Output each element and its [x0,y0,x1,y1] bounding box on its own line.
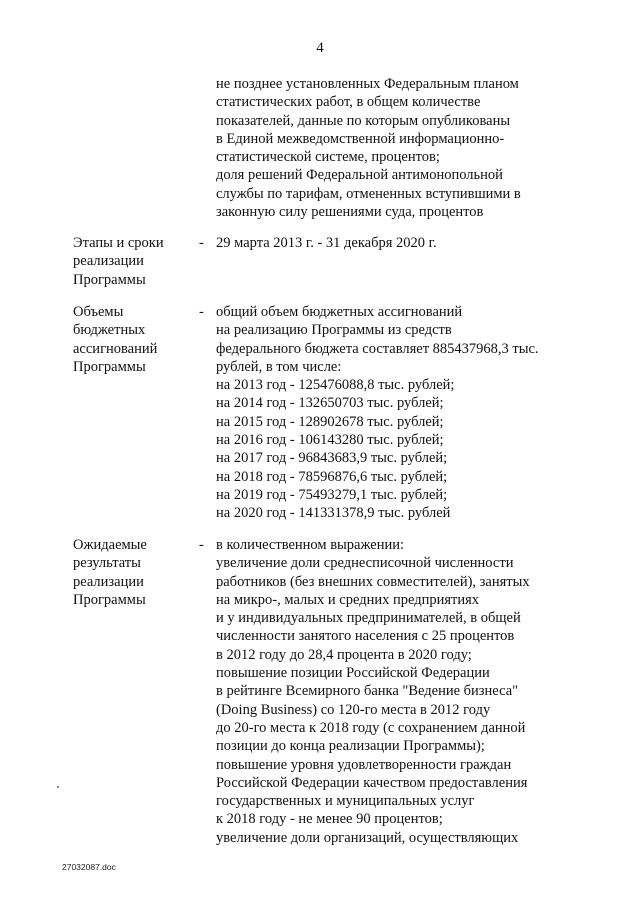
content-line: на 2017 год - 96843683,9 тыс. рублей; [216,450,448,467]
section-label [73,234,198,289]
content-line: численности занятого населения с 25 процентов [216,628,515,645]
intro-line: службы по тарифам, отмененных вступившими в [216,185,521,202]
content-line: повышение позиции Российской Федерации [216,665,490,682]
scan-speck [57,786,59,788]
intro-line: в Единой межведомственной информационно- [216,130,505,147]
section-dash: - [199,537,204,553]
section-dash: - [199,304,204,320]
label-line: реализации [73,573,144,590]
content-line: работников (без внешних совместителей), занятых [216,573,530,590]
content-line: на 2014 год - 132650703 тыс. рублей; [216,395,444,412]
label-line: реализации [73,253,144,270]
label-line: Этапы и сроки [73,235,164,251]
section-label [73,536,198,609]
label-line: Программы [73,358,146,375]
content-line: повышение уровня удовлетворенности граждан [216,756,512,773]
content-line: в 2012 году до 28,4 процента в 2020 году; [216,646,472,663]
content-line: в рейтинге Всемирного банка "Ведение бизнеса" [216,683,519,700]
content-line: государственных и муниципальных услуг [216,793,475,810]
section-label [73,303,198,376]
content-line: рублей, в том числе: [216,358,342,375]
content-line: увеличение доли среднесписочной численности [216,555,514,572]
page-number: 4 [316,40,324,56]
label-line: Программы [73,591,146,608]
content-line: позиции до конца реализации Программы); [216,738,485,755]
label-line: бюджетных [73,322,146,339]
intro-line: доля решений Федеральной антимонопольной [216,167,503,184]
content-line: на 2015 год - 128902678 тыс. рублей; [216,413,444,430]
content-line: увеличение доли организаций, осуществляющих [216,829,519,846]
content-line: на реализацию Программы из средств [216,322,452,339]
intro-line: показателей, данные по которым опубликованы [216,112,511,129]
label-line: результаты [73,555,141,572]
content-line: на микро-, малых и средних предприятиях [216,591,480,608]
content-line: на 2020 год - 141331378,9 тыс. рублей [216,505,451,522]
content-line: к 2018 году - не менее 90 процентов; [216,811,443,828]
label-line: ассигнований [73,340,158,357]
label-line: Объемы [73,304,124,320]
content-line: в количественном выражении: [216,537,405,553]
section-dash: - [199,235,204,251]
intro-line: статистических работ, в общем количестве [216,94,481,111]
content-line: на 2013 год - 125476088,8 тыс. рублей; [216,377,455,394]
section-content [216,303,616,523]
intro-text [216,75,616,221]
intro-line: законную силу решениями суда, процентов [216,204,484,221]
content-line: на 2016 год - 106143280 тыс. рублей; [216,432,444,449]
content-line: на 2019 год - 75493279,1 тыс. рублей; [216,486,448,503]
content-line: общий объем бюджетных ассигнований [216,304,463,320]
intro-line: статистической системе, процентов; [216,149,440,166]
content-line: Российской Федерации качеством предоставления [216,774,528,791]
section-content [216,536,616,847]
content-line: (Doing Business) со 120-го места в 2012 году [216,701,491,718]
content-line: 29 марта 2013 г. - 31 декабря 2020 г. [216,235,437,251]
content-line: и у индивидуальных предпринимателей, в общей [216,610,521,627]
intro-line: не позднее установленных Федеральным планом [216,76,519,92]
label-line: Ожидаемые [73,537,147,553]
content-line: федерального бюджета составляет 885437968,3 тыс. [216,340,539,357]
label-line: Программы [73,271,146,288]
footer-filename: 27032087.doc [62,862,116,872]
content-line: на 2018 год - 78596876,6 тыс. рублей; [216,468,448,485]
content-line: до 20-го места к 2018 году (с сохранением данной [216,719,526,736]
section-content [216,234,616,252]
